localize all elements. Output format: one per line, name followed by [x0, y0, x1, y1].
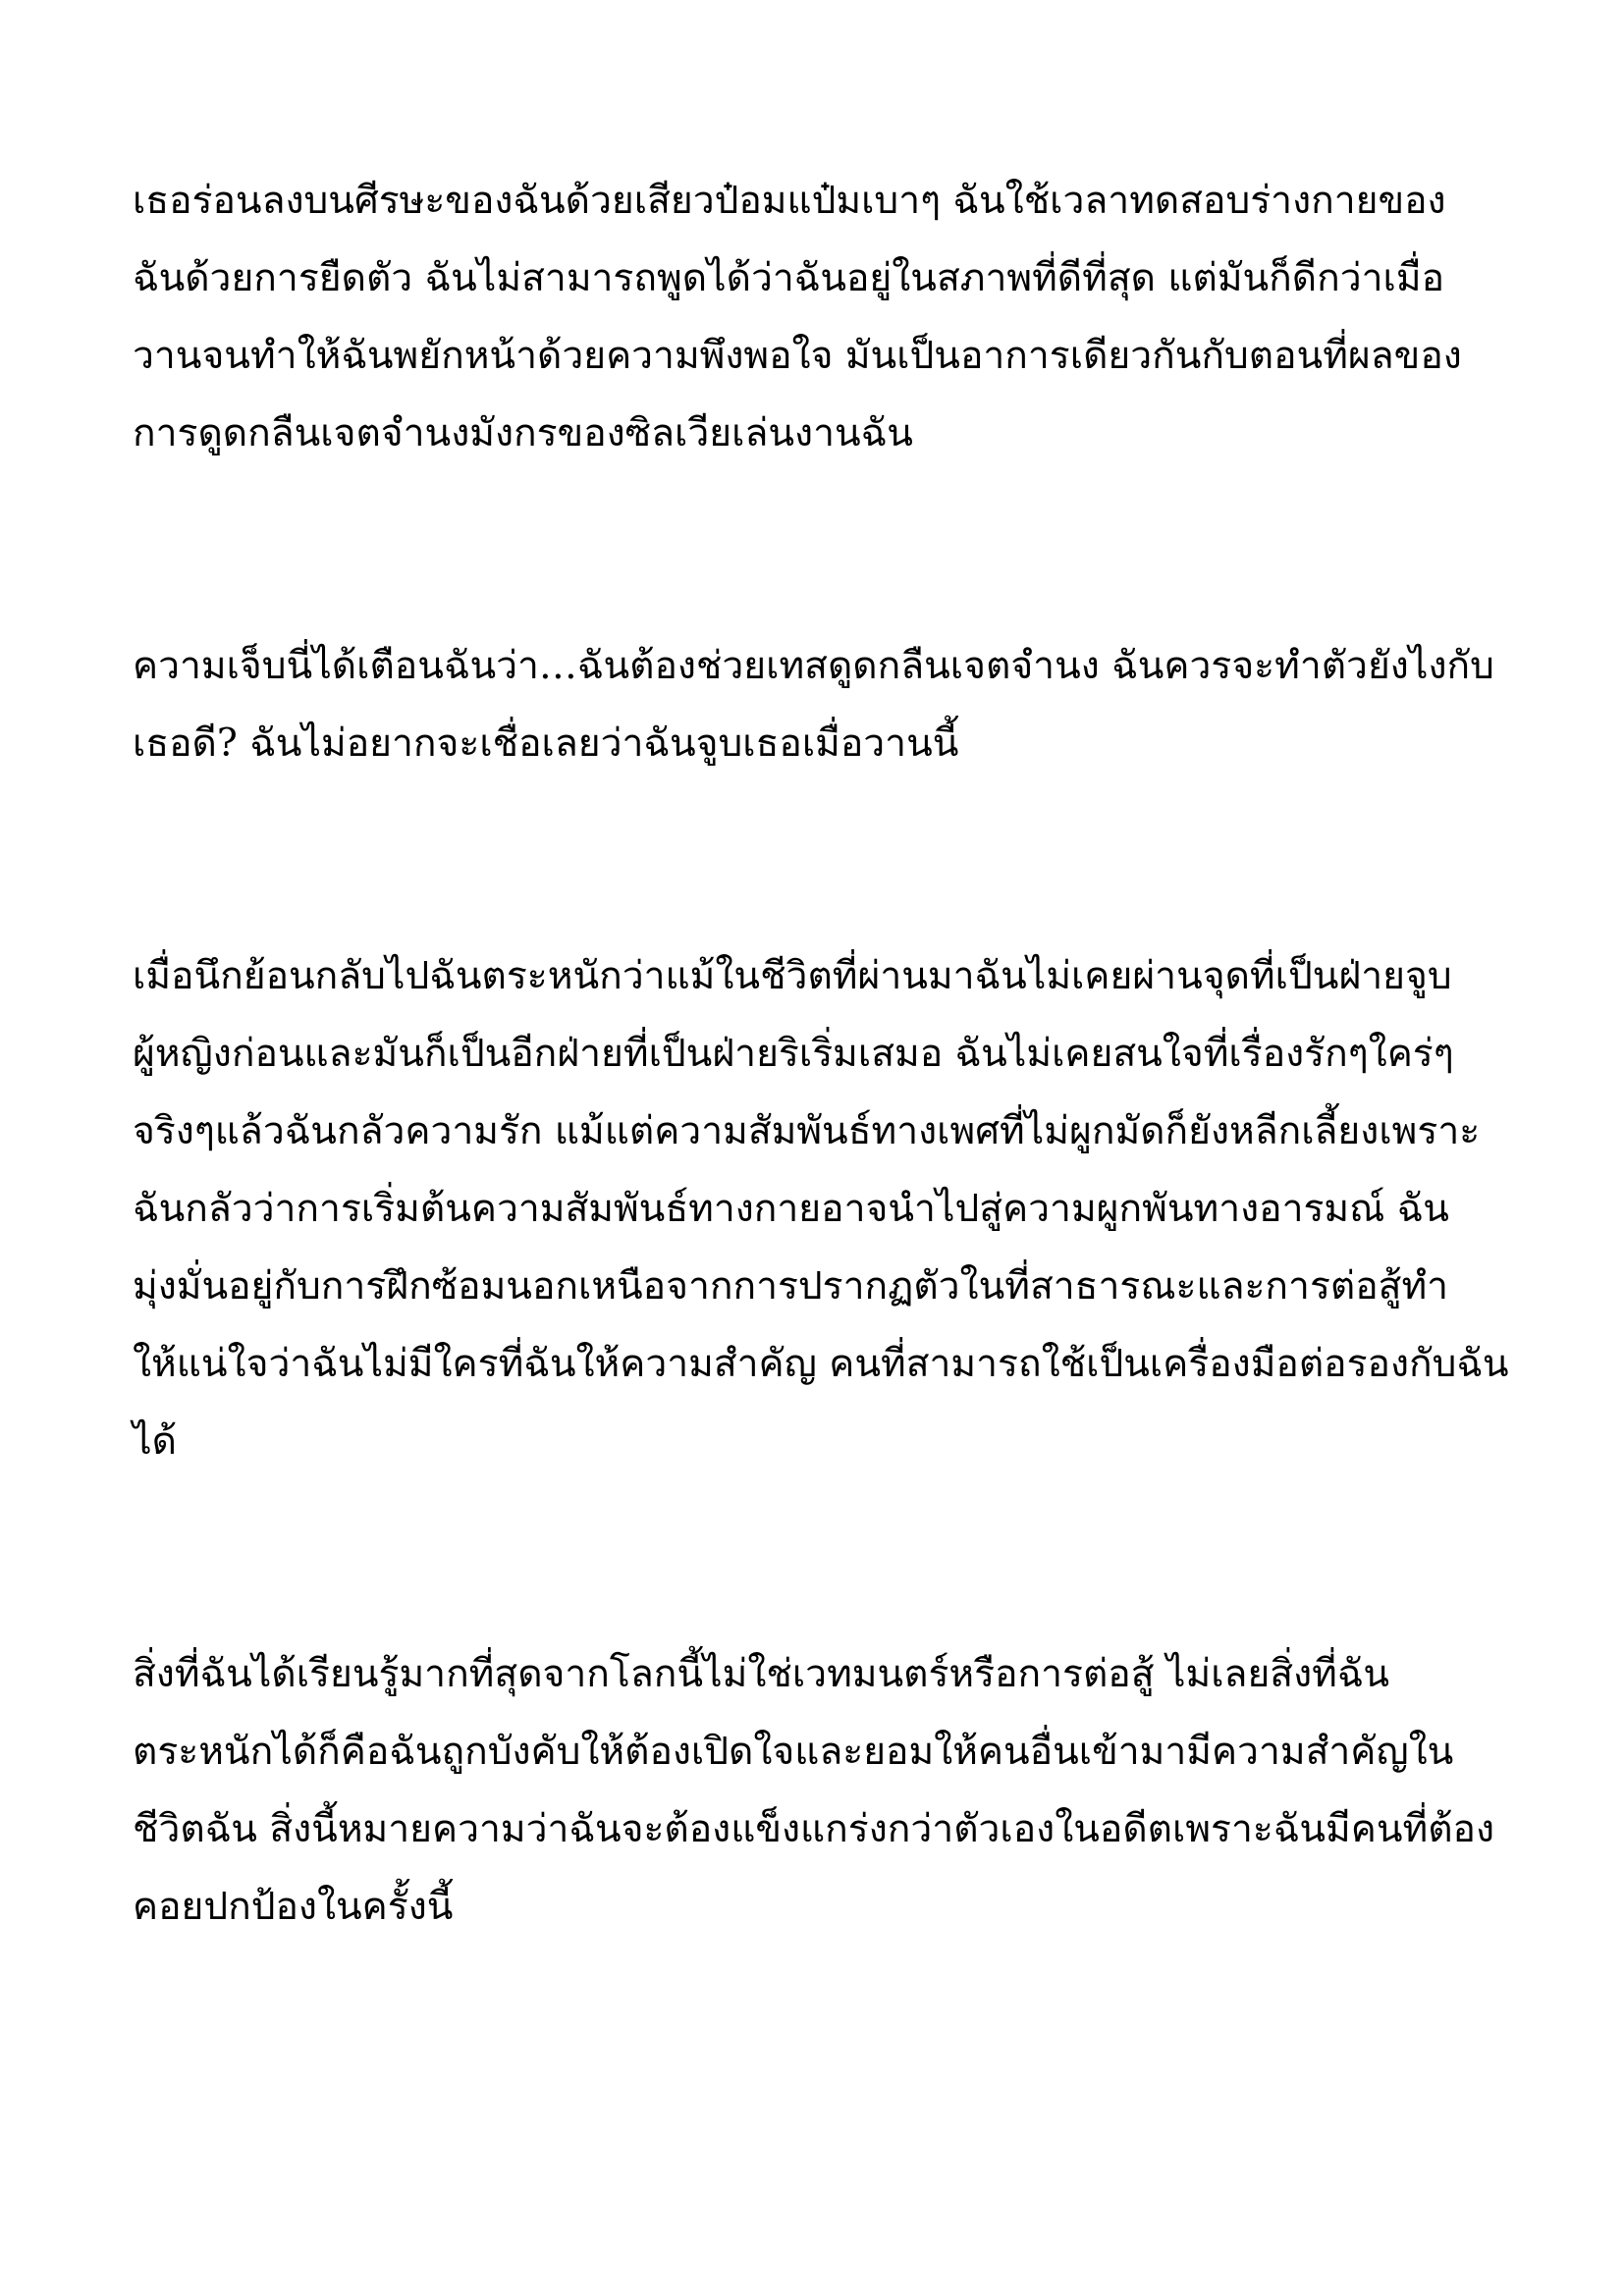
- text-line: ตระหนักได้ก็คือฉันถูกบังคับให้ต้องเปิดใจและยอมให้คนอื่นเข้ามามีความสำคัญใน: [133, 1730, 1454, 1774]
- text-line: ได้: [133, 1419, 177, 1464]
- paragraph-3: [133, 937, 1509, 1480]
- text-line: เธอร่อนลงบนศีรษะของฉันด้วยเสียวป๋อมแป๋มเบาๆ ฉันใช้เวลาทดสอบร่างกายของ: [133, 179, 1446, 223]
- text-line: ชีวิตฉัน สิ่งนี้หมายความว่าฉันจะต้องแข็งแกร่งกว่าตัวเองในอดีตเพราะฉันมีคนที่ต้อง: [133, 1807, 1495, 1851]
- paragraph-4: [133, 1635, 1496, 1946]
- text-line: ให้แน่ใจว่าฉันไม่มีใครที่ฉันให้ความสำคัญ คนที่สามารถใช้เป็นเครื่องมือต่อรองกับฉัน: [133, 1342, 1509, 1386]
- text-line: ผู้หญิงก่อนและมันก็เป็นอีกฝ่ายที่เป็นฝ่ายริเริ่มเสมอ ฉันไม่เคยสนใจที่เรื่องรักๆใคร่ๆ: [133, 1032, 1454, 1076]
- text-line: เธอดี? ฉันไม่อยากจะเชื่อเลยว่าฉันจูบเธอเมื่อวานนี้: [133, 721, 959, 766]
- paragraph-1: [133, 162, 1496, 472]
- text-line: การดูดกลืนเจตจำนงมังกรของซิลเวียเล่นงานฉัน: [133, 411, 913, 455]
- text-line: ฉันด้วยการยืดตัว ฉันไม่สามารถพูดได้ว่าฉันอยู่ในสภาพที่ดีที่สุด แต่มันก็ดีกว่าเมื่อ: [133, 256, 1444, 300]
- paragraph-2: [133, 627, 1496, 782]
- text-line: จริงๆแล้วฉันกลัวความรัก แม้แต่ความสัมพันธ์ทางเพศที่ไม่ผูกมัดก็ยังหลีกเลี้ยงเพราะ: [133, 1109, 1481, 1153]
- text-line: ความเจ็บนี่ได้เตือนฉันว่า…ฉันต้องช่วยเทสดูดกลืนเจตจำนง ฉันควรจะทำตัวยังไงกับ: [133, 644, 1494, 688]
- text-line: เมื่อนึกย้อนกลับไปฉันตระหนักว่าแม้ในชีวิตที่ผ่านมาฉันไม่เคยผ่านจุดที่เป็นฝ่ายจูบ: [133, 954, 1452, 998]
- text-line: คอยปกป้องในครั้งนี้: [133, 1885, 454, 1929]
- text-line: สิ่งที่ฉันได้เรียนรู้มากที่สุดจากโลกนี้ไม่ใช่เวทมนตร์หรือการต่อสู้ ไม่เลยสิ่งที่ฉัน: [133, 1652, 1390, 1696]
- text-line: ฉันกลัวว่าการเริ่มต้นความสัมพันธ์ทางกายอาจนำไปสู่ความผูกพันทางอารมณ์ ฉัน: [133, 1187, 1449, 1231]
- text-line: มุ่งมั่นอยู่กับการฝึกซ้อมนอกเหนือจากการปรากฏตัวในที่สาธารณะและการต่อสู้ทำ: [133, 1264, 1449, 1308]
- text-line: วานจนทำให้ฉันพยักหน้าด้วยความพึงพอใจ มันเป็นอาการเดียวกันกับตอนที่ผลของ: [133, 334, 1462, 378]
